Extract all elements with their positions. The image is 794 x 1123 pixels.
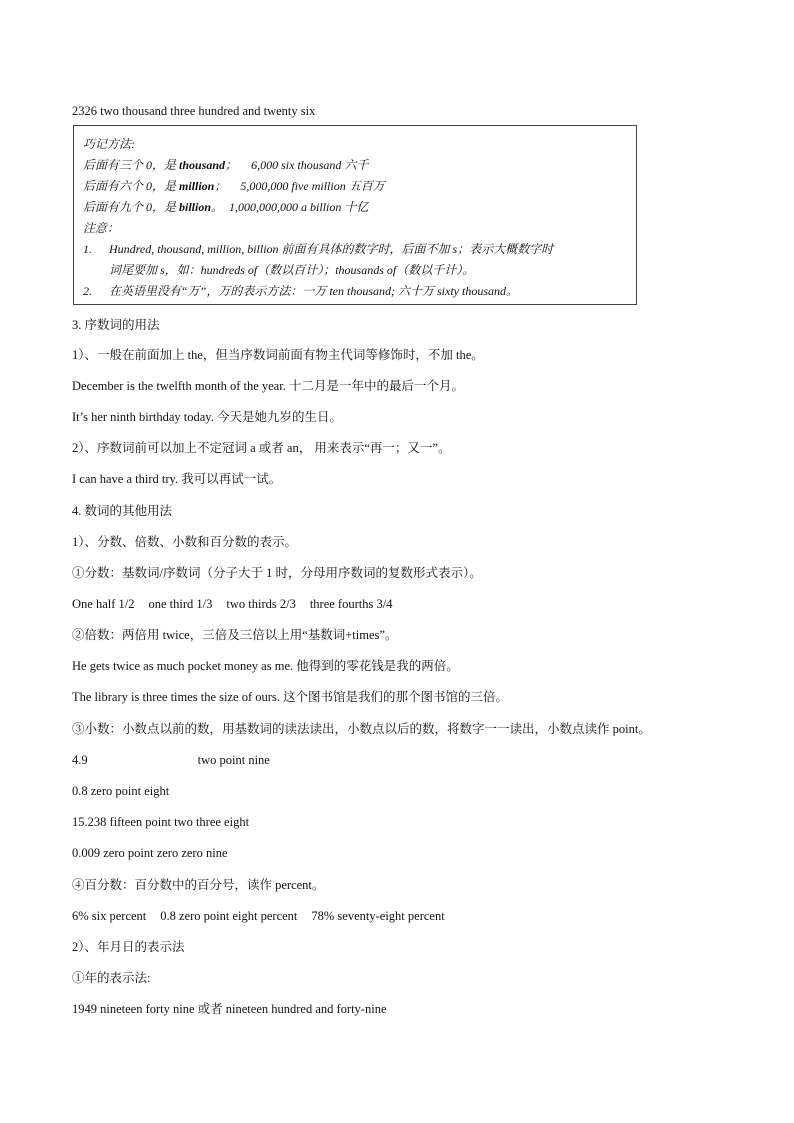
term-million: million xyxy=(179,179,215,193)
note-title: 注意： xyxy=(83,221,120,235)
multiple-example2: The library is three times the size of ours. 这个图书馆是我们的那个图书馆的三倍。 xyxy=(72,690,509,704)
note-item-1: 1. Hundred, thousand, million, billion 前面有具体的数字时，后面不加 s；表示大概数字时 xyxy=(83,242,554,256)
percent-item: 78% seventy-eight percent xyxy=(311,909,445,923)
multiple-example1: He gets twice as much pocket money as me. 他得到的零花钱是我的两倍。 xyxy=(72,659,459,673)
tip-row-billion: 后面有九个 0，是 billion。 1,000,000,000 a billion 十亿 xyxy=(83,200,369,214)
fraction-rule: ①分数：基数词/序数词（分子大于 1 时，分母用序数词的复数形式表示）。 xyxy=(72,566,482,580)
note-item-1-continued: 词尾要加 s，如：hundreds of（数以百计）；thousands of（数以千计）。 xyxy=(109,263,475,277)
intro-example: 2326 two thousand three hundred and twenty six xyxy=(72,104,316,118)
decimal-rule: ③小数：小数点以前的数，用基数词的读法读出，小数点以后的数，将数字一一读出，小数点读作 point。 xyxy=(72,722,651,736)
note-item-2: 2. 在英语里没有“万”，万的表示方法：一万 ten thousand; 六十万 sixty thousand。 xyxy=(83,284,519,298)
term-billion: billion xyxy=(179,200,212,214)
decimal-example2: 0.8 zero point eight xyxy=(72,784,170,798)
fraction-item: three fourths 3/4 xyxy=(309,597,393,611)
tip-row-million: 后面有六个 0，是 million； 5,000,000 five million 五百万 xyxy=(83,179,385,193)
decimal-example3: 15.238 fifteen point two three eight xyxy=(72,815,250,829)
decimal-example1: 4.9 two point nine xyxy=(72,753,270,767)
term-thousand: thousand xyxy=(179,158,226,172)
percent-rule: ④百分数：百分数中的百分号，读作 percent。 xyxy=(72,878,325,892)
tip-row-thousand: 后面有三个 0，是 thousand； 6,000 six thousand 六千 xyxy=(83,158,369,172)
section3-example3: I can have a third try. 我可以再试一试。 xyxy=(72,472,282,486)
percent-examples xyxy=(72,908,445,924)
percent-item: 6% six percent xyxy=(72,909,147,923)
year-rule: ①年的表示法: xyxy=(72,971,151,985)
section4-rule1: 1）、分数、倍数、小数和百分数的表示。 xyxy=(72,535,298,549)
percent-item: 0.8 zero point eight percent xyxy=(160,909,298,923)
section3-example1: December is the twelfth month of the year. 十二月是一年中的最后一个月。 xyxy=(72,379,464,393)
section4-rule2: 2）、年月日的表示法 xyxy=(72,940,185,954)
section3-heading: 3. 序数词的用法 xyxy=(72,318,160,332)
fraction-examples xyxy=(72,596,392,612)
fraction-item: One half 1/2 xyxy=(72,597,135,611)
decimal-example4: 0.009 zero point zero zero nine xyxy=(72,846,228,860)
tip-box xyxy=(73,125,637,305)
multiple-rule: ②倍数：两倍用 twice，三倍及三倍以上用“基数词+times”。 xyxy=(72,628,398,642)
fraction-item: one third 1/3 xyxy=(148,597,213,611)
section3-rule2: 2）、序数词前可以加上不定冠词 a 或者 an， 用来表示“再一；又一”。 xyxy=(72,441,451,455)
section3-example2: It’s her ninth birthday today. 今天是她九岁的生日。 xyxy=(72,410,342,424)
section3-rule1: 1）、一般在前面加上 the，但当序数词前面有物主代词等修饰时，不加 the。 xyxy=(72,348,484,362)
section4-heading: 4. 数词的其他用法 xyxy=(72,504,173,518)
year-example: 1949 nineteen forty nine 或者 nineteen hundred and forty-nine xyxy=(72,1002,387,1016)
fraction-item: two thirds 2/3 xyxy=(226,597,296,611)
tip-title: 巧记方法: xyxy=(83,137,135,151)
